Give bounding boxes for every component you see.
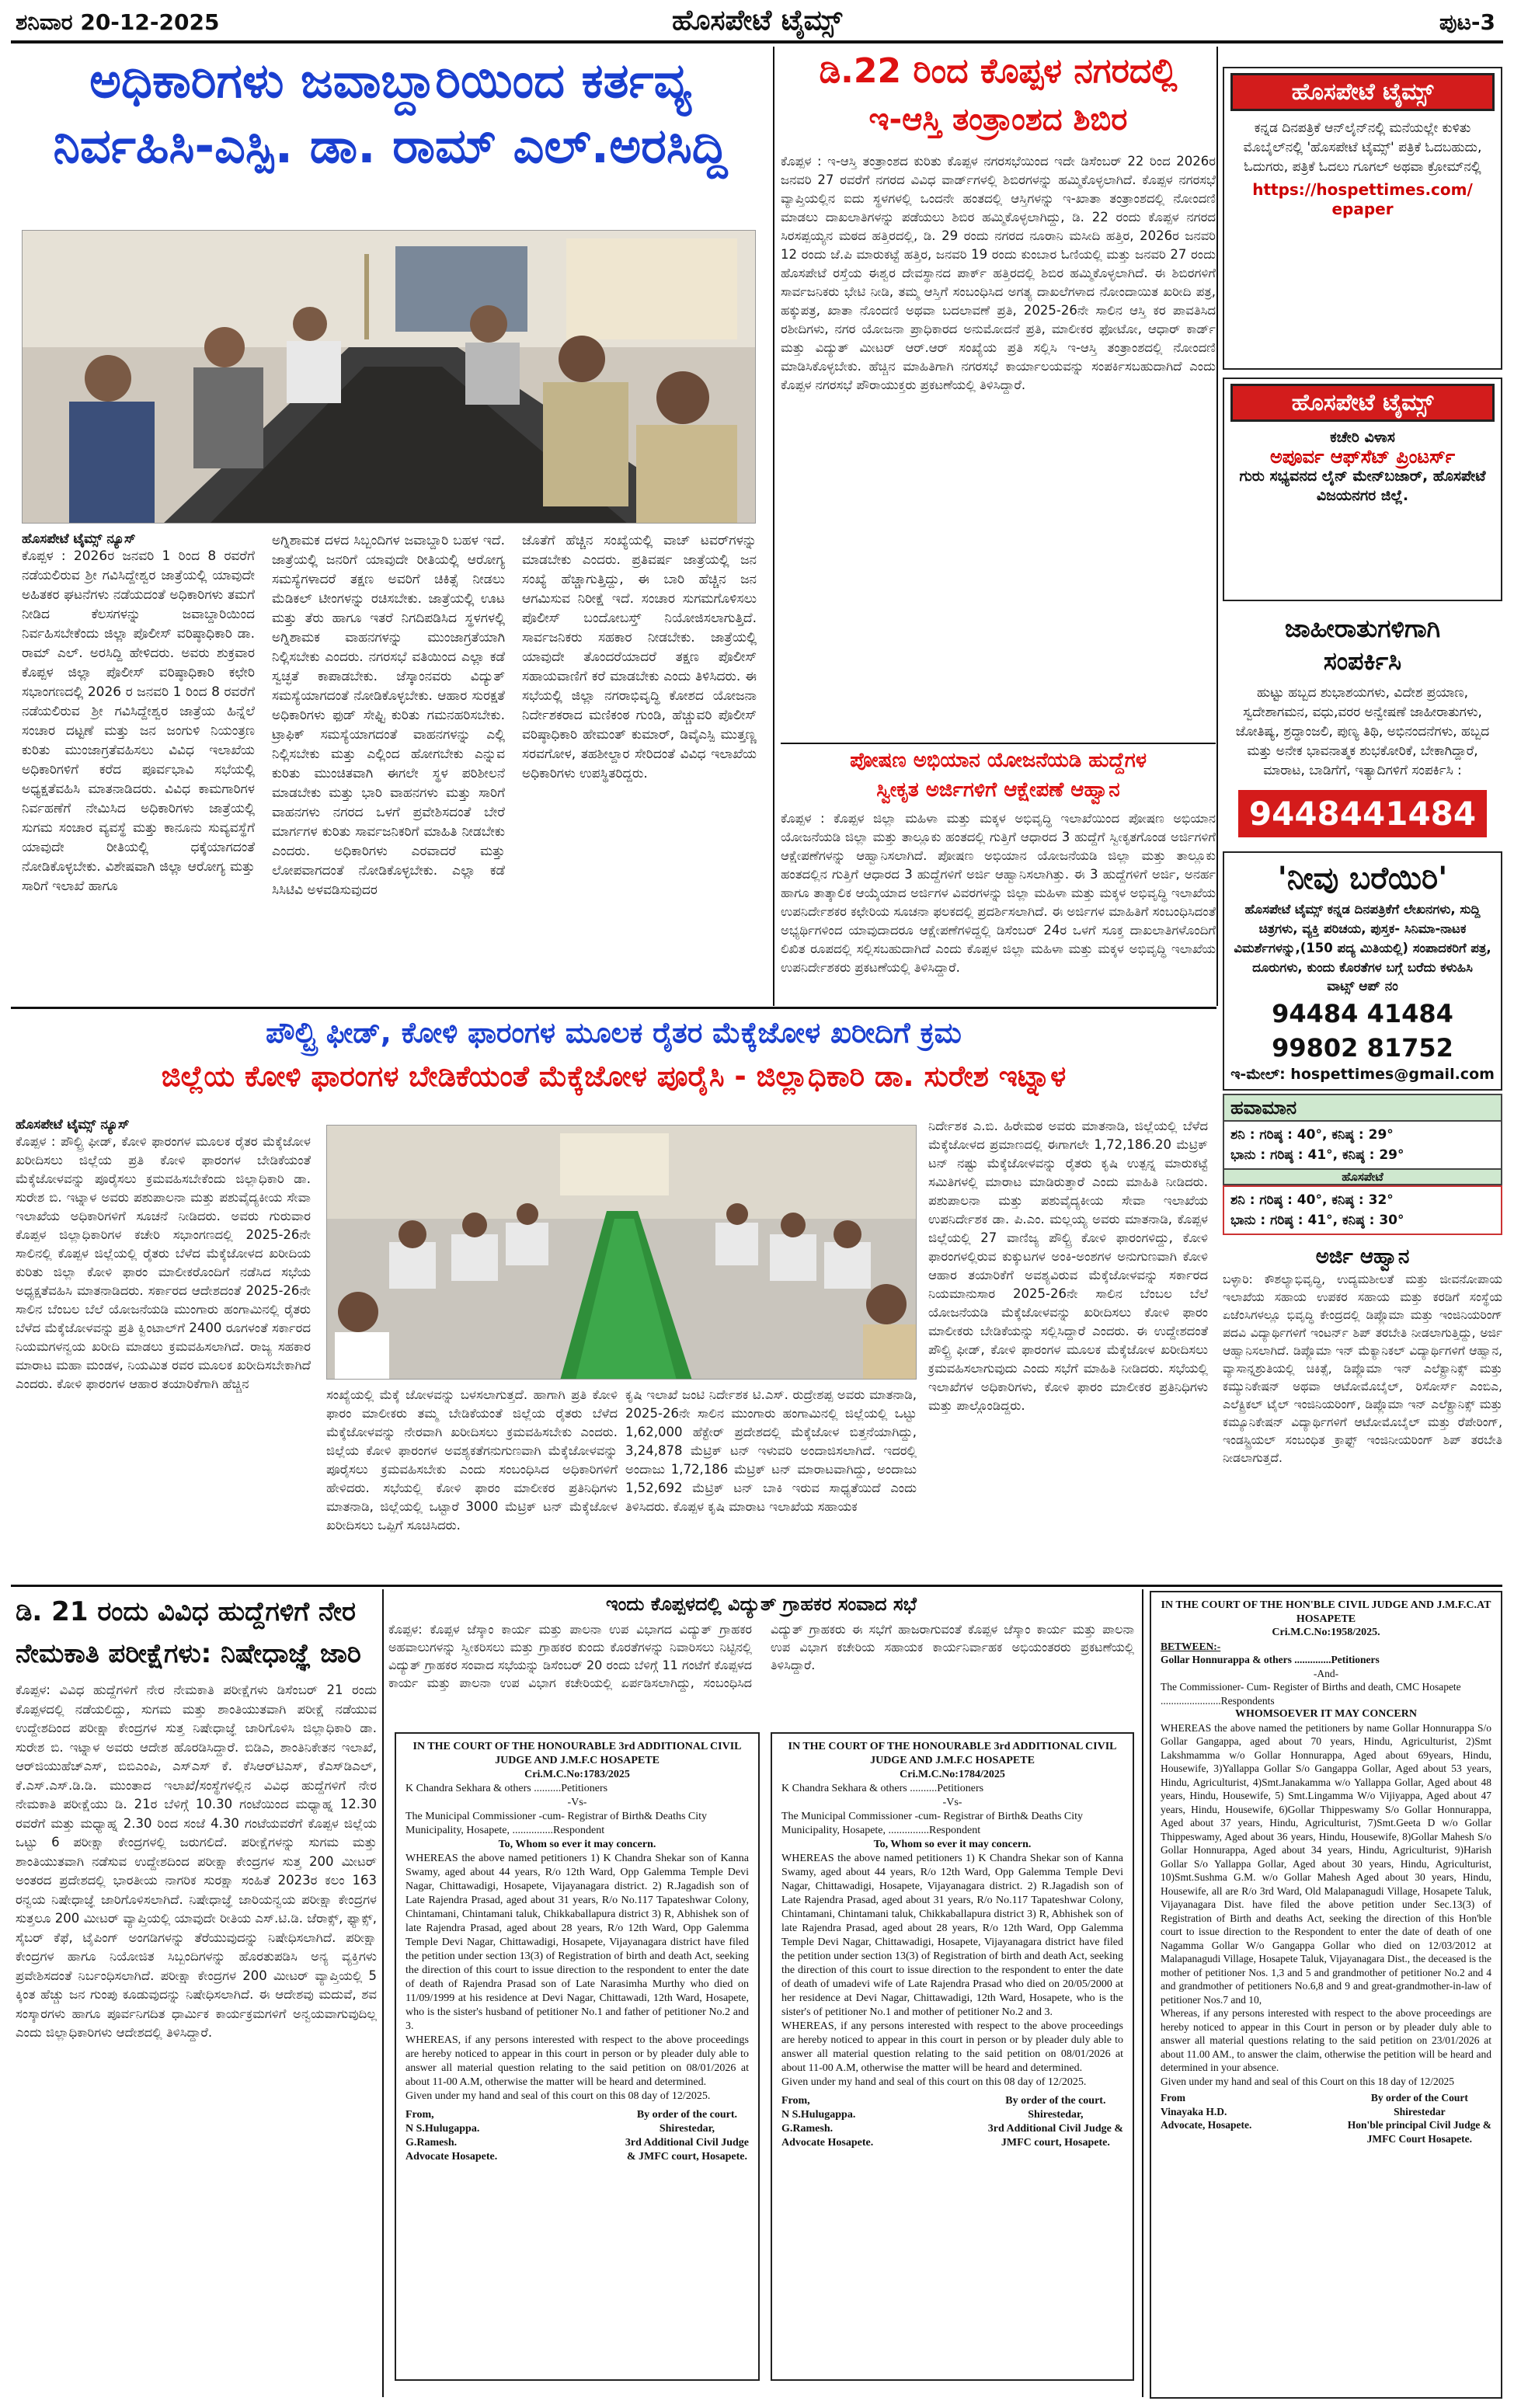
story3-headline-1: ಪೋಷಣ ಅಭಿಯಾನ ಯೋಜನೆಯಡಿ ಹುದ್ದೆಗಳ <box>850 749 1147 772</box>
page-number: ಪುಟ-3 <box>1439 9 1495 35</box>
court3-order-4: JMFC Court Hosapete. <box>1366 2132 1473 2145</box>
story4-col4: ನಿರ್ದೇಶಕ ಎ.ಬಿ. ಹಿರೇಮಠ ಅವರು ಮಾತನಾಡಿ, ಜಿಲ್ಲೆಯಲ್ಲಿ ಬೆಳೆದ ಮೆಕ್ಕೆಜೋಳದ ಪ್ರಮಾಣದಲ್ಲಿ ಈಗಾಗಲೇ 1,72,186.20 ಮೆಟ್ರಿಕ್ ಟನ್ ನಷ್ಟು ಮೆಕ್ಕೆಜೋಳವನ್ನು ರೈತರು ಕೃಷಿ ಉತ್ಪನ್ನ ಮಾರುಕಟ್ಟೆ ಸಮಿತಿಗಳಲ್ಲಿ ಮಾರಾಟ ಮಾಡಿರುತ್ತಾರೆ ಎಂದು ಮಾಹಿತಿ ನೀಡಿದರು. ಪಶುಪಾಲನಾ ಮತ್ತು ಪಶುವೈದ್ಯಕೀಯ ಸೇವಾ ಇಲಾಖೆಯ ಉಪನಿರ್ದೇಶಕ ಡಾ. ಪಿ.ಎಂ. ಮಲ್ಲಯ್ಯ ಅವರು ಮಾತನಾಡಿ, ಕೊಪ್ಪಳ ಜಿಲ್ಲೆಯಲ್ಲಿ 27 ವಾಣಿಜ್ಯ ಪೌಲ್ಟ್ರಿ ಕೋಳಿ ಫಾರಂಗಳಿದ್ದು, ಕೋಳಿ ಫಾರಂಗಳಲ್ಲಿರುವ ಕುಕ್ಕುಟಗಳ ಅಂಕಿ-ಅಂಶಗಳ ಅನುಗುಣವಾಗಿ ಕೋಳಿ ಆಹಾರ ತಯಾರಿಕೆಗೆ ಅವಶ್ಯವಿರುವ ಮೆಕ್ಕೆಜೋಳವನ್ನು ಸರ್ಕಾರದ ನಿಯಮಾನುಸಾರ 2025-26ನೇ ಸಾಲಿನ ಬೆಂಬಲ ಬೆಲೆ ಯೋಜನೆಯಡಿ ಮೆಕ್ಕೆಜೋಳವನ್ನು ಖರೀದಿಸಲು ಕೋಳಿ ಫಾರಂ ಮಾಲೀಕರು ಬೇಡಿಕೆಯನ್ನು ಸಲ್ಲಿಸಿದ್ದಾರೆ ಎಂದರು. ಈ ಉದ್ದೇಶದಂತೆ ಪೌಲ್ಟ್ರಿ ಫೀಡ್, ಕೋಳಿ ಫಾರಂಗಳ ಮೂಲಕ ಮೆಕ್ಕೆಜೋಳ ಖರೀದಿಸಲು ಕ್ರಮವಹಿಸಲಾಗುವುದು ಎಂದು ಸಭೆಗೆ ಮಾಹಿತಿ ನೀಡಿದರು. ಸಭೆಯಲ್ಲಿ ಇಲಾಖೆಗಳ ಅಧಿಕಾರಿಗಳು, ಕೋಳಿ ಫಾರಂ ಮಾಲೀಕರ ಪ್ರತಿನಿಧಿಗಳು ಮತ್ತು ಪಾಲ್ಗೊಂಡಿದ್ದರು. <box>928 1119 1208 1413</box>
epaper-box <box>1223 67 1502 370</box>
ads-box <box>1223 609 1502 840</box>
sidebar <box>1223 67 1502 1574</box>
court1-order-4: & JMFC court, Hosapete. <box>626 2151 748 2163</box>
office-box <box>1223 378 1502 601</box>
court-notice-1958 <box>1150 1591 1502 2399</box>
story3-body: ಕೊಪ್ಪಳ : ಕೊಪ್ಪಳ ಜಿಲ್ಲಾ ಮಹಿಳಾ ಮತ್ತು ಮಕ್ಕಳ ಅಭಿವೃದ್ಧಿ ಇಲಾಖೆಯಿಂದ ಪೋಷಣ ಅಭಿಯಾನ ಯೋಜನೆಯಡಿ ಜಿಲ್ಲಾ ಮತ್ತು ತಾಲ್ಲೂಕು ಹಂತದಲ್ಲಿ ಗುತ್ತಿಗೆ ಆಧಾರದ 3 ಹುದ್ದೆಗೆ ಸ್ವೀಕೃತಗೊಂಡ ಅರ್ಜಿಗಳಿಗೆ ಆಕ್ಷೇಪಣೆಗಳನ್ನು ಆಹ್ವಾನಿಸಲಾಗಿದೆ. ಪೋಷಣ ಅಭಿಯಾನ ಯೋಜನೆಯಡಿ ಜಿಲ್ಲಾ ಮತ್ತು ತಾಲ್ಲೂಕು ಹಂತದಲ್ಲಿನ ಗುತ್ತಿಗೆ ಆಧಾರದ 3 ಹುದ್ದೆಗಳಿಗೆ ಅರ್ಜಿ ಆಹ್ವಾನಿಸಲಾಗಿತ್ತು. ಈ 3 ಹುದ್ದೆಗಳಿಗೆ ಅರ್ಜಿ, ಅನರ್ಹ ಹಾಗೂ ತಾತ್ಕಾಲಿಕ ಆಯ್ಕೆಯಾದ ಅರ್ಜಿಗಳ ವಿವರಗಳನ್ನು ಜಿಲ್ಲಾ ಮಹಿಳಾ ಮತ್ತು ಮಕ್ಕಳ ಅಭಿವೃದ್ಧಿ ಇಲಾಖೆಯ ಉಪನಿರ್ದೇಶಕರ ಕಛೇರಿಯ ಸೂಚನಾ ಫಲಕದಲ್ಲಿ ಪ್ರದರ್ಶಿಸಲಾಗಿದೆ. ಈ ಅರ್ಜಿಗಳ ಮಾಹಿತಿಗೆ ಸಂಬಂಧಿಸಿದಂತೆ ಅಭ್ಯರ್ಥಿಗಳಿಂದ ಯಾವುದಾದರೂ ಆಕ್ಷೇಪಣೆಗಳಿದ್ದಲ್ಲಿ ಡಿಸೆಂಬರ್ 24ರ ಒಳಗೆ ಸೂಕ್ತ ದಾಖಲಾತಿಗಳೊಂದಿಗೆ ಲಿಖಿತ ರೂಪದಲ್ಲಿ ಸಲ್ಲಿಸಬಹುದಾಗಿದೆ ಎಂದು ಕೊಪ್ಪಳ ಜಿಲ್ಲಾ ಮಹಿಳಾ ಮತ್ತು ಮಕ್ಕಳ ಅಭಿವೃದ್ಧಿ ಇಲಾಖೆಯ ಉಪನಿರ್ದೇಶಕರು ಪ್ರಕಟಣೆಯಲ್ಲಿ ತಿಳಿಸಿದ್ದಾರೆ. <box>781 811 1216 975</box>
court1-order-2: Shirestedar, <box>659 2123 715 2135</box>
court2-case: Cri.M.C.No:1784/2025 <box>900 1769 1005 1780</box>
story-e-asset-camp <box>781 47 1216 528</box>
write-box <box>1223 851 1502 1091</box>
court1-advocate-2: G.Ramesh. <box>405 2137 458 2149</box>
story4-col3: ಕೃಷಿ ಇಲಾಖೆ ಜಂಟಿ ನಿರ್ದೇಶಕ ಟಿ.ಎಸ್. ರುದ್ರೇಶಪ್ಪ ಅವರು ಮಾತನಾಡಿ, 2025-26ನೇ ಸಾಲಿನ ಮುಂಗಾರು ಹಂಗಾಮಿನಲ್ಲಿ ಜಿಲ್ಲೆಯಲ್ಲಿ ಒಟ್ಟು 1,62,000 ಹೆಕ್ಟೇರ್ ಪ್ರದೇಶದಲ್ಲಿ ಮೆಕ್ಕೆಜೋಳ ಬಿತ್ತನೆಯಾಗಿದ್ದು, 3,24,878 ಮೆಟ್ರಿಕ್ ಟನ್ ಇಳುವರಿ ಅಂದಾಜಿಸಲಾಗಿದೆ. ಇದರಲ್ಲಿ ಅಂದಾಜು 1,72,186 ಮೆಟ್ರಿಕ್ ಟನ್ ಮಾರಾಟವಾಗಿದ್ದು, ಅಂದಾಜು 1,52,692 ಮೆಟ್ರಿಕ್ ಟನ್ ಬಾಕಿ ಇರುವ ಸಾಧ್ಯತೆಯಿದೆ ಎಂದು ತಿಳಿಸಿದರು. ಕೊಪ್ಪಳ ಕೃಷಿ ಮಾರಾಟ ಇಲಾಖೆಯ ಸಹಾಯಕ <box>625 1387 917 1514</box>
ads-phone[interactable]: 9448441484 <box>1238 790 1487 837</box>
newspaper-title: ಹೊಸಪೇಟೆ ಟೈಮ್ಸ್ <box>671 5 843 37</box>
court1-case: Cri.M.C.No:1783/2025 <box>524 1769 630 1780</box>
sidebar-brand-2: ಹೊಸಪೇಟೆ ಟೈಮ್ಸ್ <box>1230 384 1495 422</box>
story5-body: ಕೊಪ್ಪಳ: ವಿವಿಧ ಹುದ್ದೆಗಳಿಗೆ ನೇರ ನೇಮಕಾತಿ ಪರೀಕ್ಷೆಗಳು ಡಿಸೆಂಬರ್ 21 ರಂದು ಕೊಪ್ಪಳದಲ್ಲಿ ನಡೆಯಲಿದ್ದು, ಸುಗಮ ಮತ್ತು ಶಾಂತಿಯುತವಾಗಿ ಪರೀಕ್ಷೆ ನಡೆಯುವ ಉದ್ದೇಶದಿಂದ ಪರೀಕ್ಷಾ ಕೇಂದ್ರಗಳ ಸುತ್ತ ನಿಷೇಧಾಜ್ಞೆ ಜಾರಿಗೊಳಿಸಿ ಜಿಲ್ಲಾಧಿಕಾರಿ ಡಾ. ಸುರೇಶ ಬಿ. ಇಟ್ನಾಳ ಅವರು ಆದೇಶ ಹೊರಡಿಸಿದ್ದಾರೆ. ಬಿಡಿಎ, ಶಾಂತಿನಿಕೇತನ ಇಲಾಖೆ, ಆರ್‌ಜಿಯುಹೆಚ್‌ಎಸ್, ಬಿಬಿಎಂಪಿ, ಎಸ್‌ಎಸ್ ಕೆ. ಕೆಸಿಆರ್‌ಟಿಎಸ್, ಕೆಎಸ್‌ಡಿಎಲ್, ಕೆ.ಎಸ್.ಎಸ್.ಡಿ.ಡಿ. ಮುಂತಾದ ಇಲಾಖೆ/ಸಂಸ್ಥೆಗಳಲ್ಲಿನ ವಿವಿಧ ಹುದ್ದೆಗಳಿಗೆ ನೇರ ನೇಮಕಾತಿ ಪರೀಕ್ಷೆಯು ಡಿ. 21ರ ಬೆಳಿಗ್ಗೆ 10.30 ಗಂಟೆಯಿಂದ ಮಧ್ಯಾಹ್ನ 12.30 ರವರೆಗೆ ಮತ್ತು ಮಧ್ಯಾಹ್ನ 2.30 ರಿಂದ ಸಂಜೆ 4.30 ಗಂಟೆಯವರೆಗೆ ಕೊಪ್ಪಳ ಜಿಲ್ಲೆಯ ಒಟ್ಟು 6 ಪರೀಕ್ಷಾ ಕೇಂದ್ರಗಳಲ್ಲಿ ಜರುಗಲಿದೆ. ಪರೀಕ್ಷೆಗಳನ್ನು ಸುಗಮ ಮತ್ತು ಶಾಂತಿಯುತವಾಗಿ ನಡೆಸುವ ಉದ್ದೇಶದಿಂದ ಪರೀಕ್ಷಾ ಕೇಂದ್ರಗಳ ಸುತ್ತ 200 ಮೀಟರ್ ಅಂತರದ ಪ್ರದೇಶದಲ್ಲಿ ಭಾರತೀಯ ನಾಗರಿಕ ಸುರಕ್ಷಾ ಸಂಹಿತೆ 2023ರ ಕಲಂ 163 ರನ್ವಯ ನಿಷೇಧಾಜ್ಞೆ ಜಾರಿಗೊಳಿಸಲಾಗಿದೆ. ನಿಷೇಧಾಜ್ಞೆ ಜಾರಿಯನ್ವಯ ಪರೀಕ್ಷಾ ಕೇಂದ್ರಗಳ ಸುತ್ತಲೂ 200 ಮೀಟರ್ ವ್ಯಾಪ್ತಿಯಲ್ಲಿ ಯಾವುದೇ ರೀತಿಯ ಎಸ್.ಟಿ.ಡಿ. ಜೆರಾಕ್ಸ್, ಫ್ಯಾಕ್ಸ್, ಸೈಬರ್ ಕೆಫೆ, ಟೈಪಿಂಗ್ ಅಂಗಡಿಗಳನ್ನು ತೆರೆಯುವುದನ್ನು ನಿಷೇಧಿಸಲಾಗಿದೆ. ಪರೀಕ್ಷಾ ಕೇಂದ್ರಗಳ ಹಾಗೂ ನಿಯೋಜಿತ ಸಿಬ್ಬಂದಿಗಳನ್ನು ಹೊರತುಪಡಿಸಿ ಅನ್ಯ ವ್ಯಕ್ತಿಗಳು ಪ್ರವೇಶಿಸದಂತೆ ನಿರ್ಬಂಧಿಸಲಾಗಿದೆ. ಪರೀಕ್ಷಾ ಕೇಂದ್ರಗಳ 200 ಮೀಟರ್ ವ್ಯಾಪ್ತಿಯಲ್ಲಿ 5 ಕ್ಕಿಂತ ಹೆಚ್ಚು ಜನ ಗುಂಪು ಕೂಡುವುದನ್ನು ನಿಷೇಧಿಸಲಾಗಿದೆ. ಈ ಆದೇಶವು ಮದುವೆ, ಶವ ಸಂಸ್ಕಾರಗಳು ಹಾಗೂ ಪೂರ್ವನಿಗದಿತ ಧಾರ್ಮಿಕ ಕಾರ್ಯಕ್ರಮಗಳಿಗೆ ಅನ್ವಯವಾಗುವುದಿಲ್ಲ ಎಂದು ಜಿಲ್ಲಾಧಿಕಾರಿಗಳು ಆದೇಶದಲ್ಲಿ ತಿಳಿಸಿದ್ದಾರೆ. <box>16 1682 377 2040</box>
weather-day-2: ಭಾನು <box>1230 1147 1256 1163</box>
story1-headline-1: ಅಧಿಕಾರಿಗಳು ಜವಾಬ್ದಾರಿಯಿಂದ ಕರ್ತವ್ಯ <box>89 52 691 109</box>
court2-body-2: WHEREAS, if any persons interested with respect to the above proceedings are hereby noticed to appear in this court in person or by pleader duly able to answer all material question relating to the said petition on 08/01/2026 at about 11-00 A.M, otherwise the matter will be heard and determined. <box>781 2020 1123 2074</box>
court2-advocate-3: Advocate Hosapete. <box>781 2137 874 2149</box>
masthead-rule <box>11 40 1503 43</box>
court3-respondent: The Commissioner- Cum- Register of Births and death, CMC Hosapete .......................Respondents <box>1161 1681 1461 1707</box>
weather-day-3: ಶನಿ <box>1230 1192 1245 1208</box>
court3-from: From <box>1161 2092 1185 2104</box>
court2-order-4: JMFC court, Hosapete. <box>1001 2137 1110 2149</box>
story1-col1: ಕೊಪ್ಪಳ : 2026ರ ಜನವರಿ 1 ರಿಂದ 8 ರವರೆಗೆ ನಡೆಯಲಿರುವ ಶ್ರೀ ಗವಿಸಿದ್ದೇಶ್ವರ ಜಾತ್ರೆಯಲ್ಲಿ ಯಾವುದೇ ಅಹಿತಕರ ಘಟನೆಗಳು ನಡೆಯದಂತೆ ಅಧಿಕಾರಿಗಳು ತಮಗೆ ನೀಡಿದ ಕೆಲಸಗಳನ್ನು ಜವಾಬ್ದಾರಿಯಿಂದ ನಿರ್ವಹಿಸಬೇಕೆಂದು ಜಿಲ್ಲಾ ಪೊಲೀಸ್ ವರಿಷ್ಠಾಧಿಕಾರಿ ಡಾ. ರಾಮ್ ಎಲ್. ಅರಸಿದ್ದಿ ಹೇಳಿದರು. ಅವರು ಶುಕ್ರವಾರ ಕೊಪ್ಪಳ ಜಿಲ್ಲಾ ಪೊಲೀಸ್ ವರಿಷ್ಠಾಧಿಕಾರಿ ಕಛೇರಿ ಸಭಾಂಗಣದಲ್ಲಿ 2026 ರ ಜನವರಿ 1 ರಿಂದ 8 ರವರೆಗೆ ನಡೆಯಲಿರುವ ಶ್ರೀ ಗವಿಸಿದ್ದೇಶ್ವರ ಜಾತ್ರೆಯ ಹಿನ್ನೆಲೆ ಸಂಚಾರ ದಟ್ಟಣೆ ಮತ್ತು ಜನ ಜಂಗುಳಿ ನಿಯಂತ್ರಣ ಕುರಿತು ಮುಂಜಾಗ್ರತೆವಹಿಸಲು ವಿವಿಧ ಇಲಾಖೆಯ ಅಧಿಕಾರಿಗಳಿಗೆ ಕರೆದ ಪೂರ್ವಭಾವಿ ಸಭೆಯಲ್ಲಿ ಅಧ್ಯಕ್ಷತೆವಹಿಸಿ ಮಾತನಾಡಿದರು. ವಿವಿಧ ಕಾಮಗಾರಿಗಳ ನಿರ್ವಹಣೆಗೆ ನೇಮಿಸಿದ ಅಧಿಕಾರಿಗಳು ಜಾತ್ರೆಯಲ್ಲಿ ಸುಗಮ ಸಂಚಾರ ವ್ಯವಸ್ಥೆ ಮತ್ತು ಕಾನೂನು ಸುವ್ಯವಸ್ಥೆಗೆ ಯಾವುದೇ ರೀತಿಯಲ್ಲಿ ಧಕ್ಕೆಯಾಗದಂತೆ ನೋಡಿಕೊಳ್ಳಬೇಕು. ವಿಶೇಷವಾಗಿ ಜಿಲ್ಲಾ ಆರೋಗ್ಯ ಮತ್ತು ಸಾರಿಗೆ ಇಲಾಖೆ ಹಾಗೂ <box>22 548 255 894</box>
story4-byline: ಹೊಸಪೇಟೆ ಟೈಮ್ಸ್ ನ್ಯೂಸ್ <box>16 1117 130 1133</box>
story6-headline: ಇಂದು ಕೊಪ್ಪಳದಲ್ಲಿ ವಿದ್ಯುತ್ ಗ್ರಾಹಕರ ಸಂವಾದ ಸಭೆ <box>605 1593 917 1615</box>
weather-day-4: ಭಾನು <box>1230 1213 1256 1228</box>
epaper-url[interactable]: https://hospettimes.com/ <box>1252 180 1473 199</box>
write-text: ಹೊಸಪೇಟೆ ಟೈಮ್ಸ್ ಕನ್ನಡ ದಿನಪತ್ರಿಕೆಗೆ ಲೇಖನಗಳು, ಸುದ್ದಿ ಚಿತ್ರಗಳು, ವ್ಯಕ್ತಿ ಪರಿಚಯ, ಪುಸ್ತಕ- ಸಿನಿಮಾ-ನಾಟಕ ವಿಮರ್ಶೆಗಳನ್ನು,(150 ಪದ್ಯ ಮಿತಿಯಲ್ಲಿ) ಸಂಪಾದಕರಿಗೆ ಪತ್ರ, ದೂರುಗಳು, ಕುಂದು ಕೊರತೆಗಳ ಬಗ್ಗೆ ಬರೆದು ಕಳುಹಿಸಿ <box>1234 902 1491 975</box>
appeal-title: ಅರ್ಜಿ ಆಹ್ವಾನ <box>1315 1245 1410 1268</box>
court-notice-1784 <box>771 1732 1134 2381</box>
court3-between: BETWEEN:- <box>1161 1640 1221 1652</box>
ads-title: ಜಾಹೀರಾತುಗಳಿಗಾಗಿ <box>1284 614 1441 643</box>
court2-body-3: Given under my hand and seal of this court on this 08 day of 12/2025. <box>781 2076 1087 2088</box>
section-rule <box>11 1007 1216 1009</box>
whatsapp-phone-2[interactable]: 99802 81752 <box>1272 1033 1453 1063</box>
court3-order-1: By order of the Court <box>1370 2092 1468 2104</box>
meeting-photo-2-illustration <box>327 1126 917 1380</box>
court1-notice: To, Whom so ever it may concern. <box>498 1839 656 1850</box>
court2-petitioner: K Chandra Sekhara & others ..........Petitioners <box>781 1783 984 1794</box>
sidebar-divider <box>1216 47 1218 1006</box>
story1-byline: ಹೊಸಪೇಟೆ ಟೈಮ್ಸ್ ನ್ಯೂಸ್ <box>22 531 136 547</box>
meeting-photo-2 <box>326 1125 917 1380</box>
weather-row-2: : ಗರಿಷ್ಠ : 41°, ಕನಿಷ್ಠ : 29° <box>1260 1147 1404 1163</box>
story5-headline-2: ನೇಮಕಾತಿ ಪರೀಕ್ಷೆಗಳು: ನಿಷೇಧಾಜ್ಞೆ ಜಾರಿ <box>16 1638 361 1669</box>
court2-notice: To, Whom so ever it may concern. <box>873 1839 1032 1850</box>
court3-order-3: Hon'ble principal Civil Judge & <box>1347 2119 1491 2131</box>
court1-from: From, <box>405 2109 434 2121</box>
story4-headline-2: ಜಿಲ್ಲೆಯ ಕೋಳಿ ಫಾರಂಗಳ ಬೇಡಿಕೆಯಂತೆ ಮೆಕ್ಕೆಜೋಳ ಪೂರೈಸಿ - ಜಿಲ್ಲಾಧಿಕಾರಿ ಡಾ. ಸುರೇಶ ಇಟ್ನಾಳ <box>161 1060 1067 1093</box>
weather-title: ಹವಾಮಾನ <box>1223 1094 1502 1122</box>
court1-advocate-3: Advocate Hosapete. <box>405 2151 498 2163</box>
court3-notice: WHOMSOEVER IT MAY CONCERN <box>1234 1708 1417 1720</box>
story-sp-meeting <box>16 47 765 977</box>
weather-row-3: : ಗರಿಷ್ಠ : 40°, ಕನಿಷ್ಠ : 32° <box>1249 1192 1394 1208</box>
printer-name: ಅಪೂರ್ವ ಆಫ್‌ಸೆಟ್ ಪ್ರಿಂಟರ್ಸ್ <box>1269 446 1456 468</box>
court2-order-2: Shirestedar, <box>1028 2109 1084 2121</box>
story1-col2: ಅಗ್ನಿಶಾಮಕ ದಳದ ಸಿಬ್ಬಂದಿಗಳ ಜವಾಬ್ದಾರಿ ಬಹಳ ಇದೆ. ಜಾತ್ರೆಯಲ್ಲಿ ಜನರಿಗೆ ಯಾವುದೇ ರೀತಿಯಲ್ಲಿ ಆರೋಗ್ಯ ಸಮಸ್ಯೆಗಳಾದರೆ ತಕ್ಷಣ ಅವರಿಗೆ ಚಿಕಿತ್ಸೆ ನೀಡಲು ಮೆಡಿಕಲ್ ಟೀಂಗಳನ್ನು ರಚಿಸಬೇಕು. ಜಾತ್ರೆಯಲ್ಲಿ ಊಟ ಮತ್ತು ತೆರು ಹಾಗೂ ಇತರೆ ನಿಗದಿಪಡಿಸಿದ ಸ್ಥಳಗಳಲ್ಲಿ ಅಗ್ನಿಶಾಮಕ ವಾಹನಗಳನ್ನು ಮುಂಜಾಗ್ರತೆಯಾಗಿ ನಿಲ್ಲಿಸಬೇಕು ಎಂದರು. ನಗರಸಭೆ ವತಿಯಿಂದ ಎಲ್ಲಾ ಕಡೆ ಸ್ವಚ್ಛತೆ ಕಾಪಾಡಬೇಕು. ಜೆಸ್ಕಾಂನವರು ವಿದ್ಯುತ್ ಸಮಸ್ಯೆಯಾಗದಂತೆ ನೋಡಿಕೊಳ್ಳಬೇಕು. ಆಹಾರ ಸುರಕ್ಷತೆ ಅಧಿಕಾರಿಗಳು ಫುಡ್ ಸೇಫ್ಟಿ ಕುರಿತು ಗಮನಹರಿಸಬೇಕು. ಟ್ರಾಫಿಕ್ ಸಮಸ್ಯೆಯಾಗದಂತೆ ವಾಹನಗಳನ್ನು ಎಲ್ಲಿ ನಿಲ್ಲಿಸಬೇಕು ಮತ್ತು ಎಲ್ಲಿಂದ ಹೋಗಬೇಕು ಎನ್ನುವ ಕುರಿತು ಮುಂಚಿತವಾಗಿ ಈಗಲೇ ಸ್ಥಳ ಪರಿಶೀಲನೆ ಮಾಡಬೇಕು ಮತ್ತು ಭಾರಿ ವಾಹನಗಳು ಮತ್ತು ಸಾರಿಗೆ ವಾಹನಗಳು ನಗರದ ಒಳಗೆ ಪ್ರವೇಶಿಸದಂತೆ ಬೇರೆ ಮಾರ್ಗಗಳ ಕುರಿತು ಸಾರ್ವಜನಿಕರಿಗೆ ಮಾಹಿತಿ ನೀಡಬೇಕು ಎಂದರು. ಅಧಿಕಾರಿಗಳು ಎರವಾದರೆ ಮತ್ತು ಲೋಪವಾಗದಂತೆ ನೋಡಿಕೊಳ್ಳಬೇಕು. ಎಲ್ಲಾ ಕಡೆ ಸಿಸಿಟಿವಿ ಅಳವಡಿಸುವುದರ <box>272 533 505 898</box>
court-notice-1783 <box>395 1732 760 2381</box>
court3-case: Cri.M.C.No:1958/2025. <box>1272 1627 1380 1638</box>
story-poshan-abhiyan <box>781 746 1216 994</box>
court3-body-3: Given under my hand and seal of this Court on this 18 day of 12/2025 <box>1161 2075 1454 2087</box>
weather-day-1: ಶನಿ <box>1230 1127 1245 1143</box>
court2-advocate-1: N S.Hulugappa. <box>781 2109 856 2121</box>
weather-row-4: : ಗರಿಷ್ಠ : 41°, ಕನಿಷ್ಠ : 30° <box>1260 1213 1404 1228</box>
court3-petitioner: Gollar Honnurappa & others ..............Petitioners <box>1161 1654 1380 1665</box>
bottom-divider-1 <box>382 1589 384 2397</box>
court1-order-3: 3rd Additional Civil Judge <box>625 2137 749 2149</box>
court1-body-3: Given under my hand and seal of this court on this 08 day of 12/2025. <box>405 2090 711 2102</box>
office-address: ಗುರು ಸಭ್ಯವನದ ಲೈನ್ ಮೇನ್‌ಬಜಾರ್, ಹೊಸಪೇಟೆ ವಿಜಯನಗರ ಜಿಲ್ಲೆ. <box>1239 468 1486 504</box>
sidebar-email[interactable]: ಇ-ಮೇಲ್: hospettimes@gmail.com <box>1230 1066 1495 1083</box>
epaper-word[interactable]: epaper <box>1331 200 1394 218</box>
ads-subtitle: ಸಂಪರ್ಕಿಸಿ <box>1323 646 1402 676</box>
story-divider <box>781 743 1216 744</box>
court2-title: IN THE COURT OF THE HONOURABLE 3rd ADDITIONAL CIVIL JUDGE AND J.M.F.C HOSAPETE <box>788 1741 1117 1766</box>
court1-petitioner: K Chandra Sekhara & others ..........Petitioners <box>405 1783 608 1794</box>
court1-advocate-1: N S.Hulugappa. <box>405 2123 480 2135</box>
court3-advocate-1: Vinayaka H.D. <box>1161 2105 1227 2117</box>
whatsapp-label: ವಾಟ್ಸ್ ಆಪ್ ನಂ <box>1327 979 1398 994</box>
court2-respondent: The Municipal Commissioner -cum- Registrar of Birth& Deaths City Municipality, Hosapete, ...............Respondent <box>781 1811 1084 1836</box>
office-label: ಕಚೇರಿ ವಿಳಾಸ <box>1330 429 1395 446</box>
court2-from: From, <box>781 2095 810 2107</box>
court3-advocate-2: Advocate, Hosapete. <box>1161 2119 1252 2131</box>
court2-vs: -Vs- <box>942 1797 962 1808</box>
court2-advocate-2: G.Ramesh. <box>781 2123 834 2135</box>
story2-headline-2: ಇ-ಆಸ್ತಿ ತಂತ್ರಾಂಶದ ಶಿಬಿರ <box>868 102 1128 137</box>
issue-date: ಶನಿವಾರ 20-12-2025 <box>16 9 220 35</box>
whatsapp-phone-1[interactable]: 94484 41484 <box>1272 999 1453 1028</box>
story1-headline-2: ನಿರ್ವಹಿಸಿ-ಎಸ್ಪಿ. ಡಾ. ರಾಮ್ ಎಲ್.ಅರಸಿದ್ದಿ <box>53 117 728 174</box>
court1-vs: -Vs- <box>567 1797 587 1808</box>
story1-col3: ಜೊತೆಗೆ ಹೆಚ್ಚಿನ ಸಂಖ್ಯೆಯಲ್ಲಿ ವಾಚ್ ಟವರ್‌ಗಳನ್ನು ಮಾಡಬೇಕು ಎಂದರು. ಪ್ರತಿವರ್ಷ ಜಾತ್ರೆಯಲ್ಲಿ ಜನ ಸಂಖ್ಯೆ ಹೆಚ್ಚಾಗುತ್ತಿದ್ದು, ಈ ಬಾರಿ ಹೆಚ್ಚಿನ ಜನ ಆಗಮಿಸುವ ನಿರೀಕ್ಷೆ ಇದೆ. ಸಂಚಾರ ಸುಗಮಗೊಳಿಸಲು ಪೊಲೀಸ್ ಬಂದೋಬಸ್ತ್ ನಿಯೋಜಿಸಲಾಗುತ್ತಿದೆ. ಸಾರ್ವಜನಿಕರು ಸಹಕಾರ ನೀಡಬೇಕು. ಜಾತ್ರೆಯಲ್ಲಿ ಯಾವುದೇ ತೊಂದರೆಯಾದರೆ ತಕ್ಷಣ ಪೊಲೀಸ್ ಸಹಾಯವಾಣಿಗೆ ಕರೆ ಮಾಡಬೇಕು ಎಂದು ತಿಳಿಸಿದರು. ಈ ಸಭೆಯಲ್ಲಿ ಜಿಲ್ಲಾ ನಗರಾಭಿವೃದ್ಧಿ ಕೋಶದ ಯೋಜನಾ ನಿರ್ದೇಶಕರಾದ ಮಣಿಕಂಠ ಗುಂಡಿ, ಹೆಚ್ಚುವರಿ ಪೊಲೀಸ್ ವರಿಷ್ಠಾಧಿಕಾರಿ ಹೇಮಂತ್ ಕುಮಾರ್, ಡಿವೈಎಸ್ಪಿ ಮುತ್ತಣ್ಣ ಸರವಗೋಳ, ತಹಶೀಲ್ದಾರ ಸೇರಿದಂತೆ ವಿವಿಧ ಇಲಾಖೆಯ ಅಧಿಕಾರಿಗಳು ಉಪಸ್ಥಿತರಿದ್ದರು. <box>522 533 757 781</box>
meeting-photo-illustration <box>23 231 756 524</box>
story-exam-prohibitory-order <box>16 1591 377 2399</box>
court1-respondent: The Municipal Commissioner -cum- Registrar of Birth& Deaths City Municipality, Hosapete, ...............Respondent <box>405 1811 708 1836</box>
epaper-text: ಕನ್ನಡ ದಿನಪತ್ರಿಕೆ ಆನ್‌ಲೈನ್‌ನಲ್ಲಿ ಮನೆಯಲ್ಲೇ ಕುಳಿತು ಮೊಬೈಲ್‌ನಲ್ಲಿ 'ಹೊಸಪೇಟೆ ಟೈಮ್ಸ್' ಪತ್ರಿಕೆ ಓದಬಹುದು, ಓದುಗರು, ಪತ್ರಿಕೆ ಓದಲು ಗೂಗಲ್ ಅಥವಾ ಕ್ರೋಮ್‌ನಲ್ಲಿ <box>1243 120 1482 175</box>
story5-headline-1: ಡಿ. 21 ರಂದು ವಿವಿಧ ಹುದ್ದೆಗಳಿಗೆ ನೇರ <box>16 1596 356 1627</box>
court3-order-2: Shirestedar <box>1394 2105 1446 2117</box>
story3-headline-2: ಸ್ವೀಕೃತ ಅರ್ಜಿಗಳಿಗೆ ಆಕ್ಷೇಪಣೆ ಆಹ್ವಾನ <box>876 778 1120 802</box>
story4-headline-1: ಪೌಲ್ಟ್ರಿ ಫೀಡ್, ಕೋಳಿ ಫಾರಂಗಳ ಮೂಲಕ ರೈತರ ಮೆಕ್ಕೆಜೋಳ ಖರೀದಿಗೆ ಕ್ರಮ <box>266 1016 962 1049</box>
appeal-text: ಬಳ್ಳಾರಿ: ಕೌಶಲ್ಯಾಭಿವೃದ್ಧಿ, ಉದ್ಯಮಶೀಲತೆ ಮತ್ತು ಜೀವನೋಪಾಯ ಇಲಾಖೆಯ ಸಹಾಯ ಉಪಕರ ಸಹಾಯ ಮತ್ತು ಕರಡಿಗೆ ಸಂಸ್ಥೆಯ ಏಜೆಂಸಿಗಳಲ್ಲೂ ಭಿವೃದ್ಧಿ ಕೇಂದ್ರದಲ್ಲಿ ಡಿಪ್ಲೊಮಾ ಮತ್ತು ಇಂಜಿನಿಯರಿಂಗ್ ಪದವಿ ವಿದ್ಯಾರ್ಥಿಗಳಿಗೆ ಇಂಟರ್ನ್ ಶಿಪ್ ತರಬೇತಿ ನೀಡಲಾಗುತ್ತಿದ್ದು, ಅರ್ಜಿ ಆಹ್ವಾನಿಸಲಾಗಿದೆ. ಡಿಪ್ಲೊಮಾ ಇನ್ ಮೆಕ್ಯಾನಿಕಲ್ ವಿದ್ಯಾರ್ಥಿಗಳಿಗೆ ಆಹ್ವಾನ, ವ್ಯಾಸಾನ್ನಶ್ರುತಿಯಲ್ಲಿ ಚಿಕಿತ್ಸೆ, ಡಿಪ್ಲೊಮಾ ಇನ್ ಎಲೆಕ್ಟ್ರಾನಿಕ್ಸ್ ಮತ್ತು ಕಮ್ಯುನಿಕೇಷನ್ ಅಥವಾ ಆಟೋಮೊಬೈಲ್, ರಿಸೋರ್ಸ್ ಎಂಬಿಎ, ಎಲೆಕ್ಟ್ರಿಕಲ್ ಟೈಲ್ ಇಂಜಿನಿಯರಿಂಗ್, ಡಿಪ್ಲೊಮಾ ಇನ್ ಎಲೆಕ್ಟ್ರಾನಿಕ್ಸ್ ಮತ್ತು ಕಮ್ಯೂನಿಕೇಷನ್ ವಿದ್ಯಾರ್ಥಿಗಳಿಗೆ ಆಟೋಮೊಬೈಲ್ ಮತ್ತು ರೆಪೇರಿಂಗ್, ಇಂಡಸ್ಟ್ರಿಯಲ್ ಸಂಬಂಧಿತ ಕ್ರಾಫ್ಟ್ ಇಂಜಿನೀಯರಿಂಗ್ ಶಿಪ್‌ ತರಬೇತಿ ನೀಡಲಾಗುತ್ತದೆ. <box>1223 1272 1502 1465</box>
court3-title: IN THE COURT OF THE HON'BLE CIVIL JUDGE AND J.M.F.C.AT HOSAPETE <box>1161 1599 1491 1625</box>
column-divider <box>773 47 774 1006</box>
story2-headline-1: ಡಿ.22 ರಿಂದ ಕೊಪ್ಪಳ ನಗರದಲ್ಲಿ <box>819 51 1178 91</box>
write-title: 'ನೀವು ಬರೆಯಿರಿ' <box>1277 861 1448 896</box>
court2-body-1: WHEREAS the above named petitioners 1) K Chandra Shekar son of Kanna Swamy, aged about 44 years, R/o 12th Ward, Opp Galemma Temple Devi Nagar, Chittawadigi, Hosapete, Vijayanagara district. 2) R.Jagadish son of Late Rajendra Prasad, aged about 31 years, R/o No.117 Tapateshwar Colony, Chintamani, Chintamani taluk, Chikkaballapura district 3) R, Abhishek son of late Rajendra Prasad, aged about 28 years, R/o 12th Ward, Opp Galemma Temple Devi Nagar, Chittawadigi, Hosapete, Vijayanagara district have filed the petition under section 13(3) of Registration of birth and death Act, seeking the direction of this court to issue direction to the respondent to enter the date of death of umadevi wife of Late Rajendra Prasad who died on 20/05/2000 at her residence at Devi Nagar, Chittawadigi, 12th Ward, Hosapete, who is the sister's of petitioner No.1 and mother of petitioner No.2 and 3. <box>781 1853 1123 2018</box>
story4-col1: ಕೊಪ್ಪಳ : ಪೌಲ್ಟ್ರಿ ಫೀಡ್, ಕೋಳಿ ಫಾರಂಗಳ ಮೂಲಕ ರೈತರ ಮೆಕ್ಕೆಜೋಳ ಖರೀದಿಸಲು ಜಿಲ್ಲೆಯ ಪ್ರತಿ ಕೋಳಿ ಫಾರಂಗಳ ಬೇಡಿಕೆಯಂತೆ ಮೆಕ್ಕೆಜೋಳವನ್ನು ಪೂರೈಸಲು ಕ್ರಮವಹಿಸಬೇಕೆಂದು ಜಿಲ್ಲಾಧಿಕಾರಿ ಡಾ. ಸುರೇಶ ಬಿ. ಇಟ್ನಾಳ ಅವರು ಪಶುಪಾಲನಾ ಮತ್ತು ಪಶುವೈದ್ಯಕೀಯ ಸೇವಾ ಇಲಾಖೆಯ ಅಧಿಕಾರಿಗಳಿಗೆ ಸೂಚನೆ ನೀಡಿದರು. ಅವರು ಗುರುವಾರ ಕೊಪ್ಪಳ ಜಿಲ್ಲಾಧಿಕಾರಿಗಳ ಕಚೇರಿ ಸಭಾಂಗಣದಲ್ಲಿ 2025-26ನೇ ಸಾಲಿನಲ್ಲಿ ಕೊಪ್ಪಳ ಜಿಲ್ಲೆಯಲ್ಲಿ ರೈತರು ಬೆಳೆದ ಮೆಕ್ಕೆಜೋಳದ ಖರೀದಿಯ ಕುರಿತು ಜಿಲ್ಲಾ ಕೋಳಿ ಫಾರಂ ಮಾಲೀಕರೊಂದಿಗೆ ನಡೆಸಿದ ಸಭೆಯ ಅಧ್ಯಕ್ಷತೆವಹಿಸಿ ಮಾತನಾಡಿದರು. ಸರ್ಕಾರದ ಆದೇಶದಂತೆ 2025-26ನೇ ಸಾಲಿನ ಬೆಂಬಲ ಬೆಲೆ ಯೋಜನೆಯಡಿ ಮುಂಗಾರು ಹಂಗಾಮಿನಲ್ಲಿ ರೈತರು ಬೆಳೆದ ಮೆಕ್ಕೆಜೋಳವನ್ನು ಪ್ರತಿ ಕ್ವಿಂಟಾಲ್‌ಗೆ 2400 ರೂಗಳಂತೆ ಸರ್ಕಾರದ ನಿಯಮಗಳನ್ವಯ ಖರೀದಿ ಮಾಡಲು ಕ್ರಮವಹಿಸಲಾಗಿದೆ. ರಾಜ್ಯ ಸಹಕಾರ ಮಾರಾಟ ಮಹಾ ಮಂಡಳ, ನಿಯಮಿತ ರವರ ಮೂಲಕ ಖರೀದಿಸಬೇಕಾಗಿದೆ ಎಂದರು. ಕೋಳಿ ಫಾರಂಗಳ ಆಹಾರ ತಯಾರಿಕೆಗಾಗಿ ಹೆಚ್ಚಿನ <box>16 1134 311 1391</box>
ads-text: ಹುಟ್ಟು ಹಬ್ಬದ ಶುಭಾಶಯಗಳು, ವಿದೇಶ ಪ್ರಯಾಣ, ಸ್ವದೇಶಾಗಮನ, ವಧು,ವರರ ಅನ್ವೇಷಣೆ ಜಾಹೀರಾತುಗಳು, ಜೋತಿಷ್ಯ, ಶ್ರದ್ಧಾಂಜಲಿ, ಪುಣ್ಯ ತಿಥಿ, ಅಭಿನಂದನೆಗಳು, ಹಬ್ಬದ ಮತ್ತು ಅನೇಕ ಭಾವನಾತ್ಮಕ ಶುಭಕೋರಿಕೆ, ಬೇಕಾಗಿದ್ದಾರೆ, ಮಾರಾಟ, ಬಾಡಿಗೆಗೆ, ಇತ್ಯಾದಿಗಳಿಗೆ ಸಂಪರ್ಕಿಸಿ : <box>1235 685 1490 778</box>
court3-body-1: WHEREAS the above named the petitioners by name Gollar Honnurappa S/o Gollar Gangappa, aged about 70 years, Hindu, Agriculturist, 2)Smt Lakshmamma w/o Gollar Honnurappa, Aged about 69years, Hindu, Housewife, 3)Yallappa Gollar S/o Gangappa Gollar, Aged about 53 years, Hindu, Agriculturist, 4)Smt.Janakamma w/o Yallappa Gollar, Aged about 48 years, Hindu, Housewife, 5) Smt.Lingamma W/o Vijiyappa, Aged about 47 years, Hindu, Housewife, 6)Gollar Thippeswamy S/o Gollar Honnurappa, Aged about 37 years, Hindu, Agriculturist, 7)Smt.Geeta D w/o Gollar Thippeswamy, Aged about 36 years, Hindu, Housewife, 8)Gollar Mahesh S/o Gollar Honnurappa, Aged about 34 years, Hindu, Agriculturist, 9)Harish Gollar S/o Yallappa Gollar, Aged about 30 years, Hindu, Agriculturist, 10)Smt.Sushma G.M. w/o Gollar Mahesh Aged about 30 years, Hindu, Housewife, all are R/o 3rd Ward, Old Malapanagudi Village, Hosapete Taluk, Vijayanagara Dist. have filed the above petition under Sec.13(3) of Registration of Birth and deaths Act, seeking the direction of this Hon'ble court to issue direction to the Respondent to enter the date of death of one Nagamma Gollar W/o Gangappa Gollar who died on 12/03/2012 at Malapanagudi Village, Hosapete Taluk, Vijayanagara Dist., the deceased is the mother of petitioner Nos. 1,3 and 5 and grandmother of petitioner No.2 and 4 and grandmother of petitioners No.6,8 and 9 and great-grandmother-in-law of petitioner Nos.7 and 10, <box>1161 1721 1491 2006</box>
court1-body-1: WHEREAS the above named petitioners 1) K Chandra Shekar son of Kanna Swamy, aged about 44 years, R/o 12th Ward, Opp Galemma Temple Devi Nagar, Chittawadigi, Hosapete, Vijayanagara district. 2) R.Jagadish son of Late Rajendra Prasad, aged about 31 years, R/o No.117 Tapateshwar Colony, Chintamani, Chintamani taluk, Chikkaballapura district 3) R, Abhishek son of late Rajendra Prasad, aged about 28 years, R/o 12th Ward, Opp Galemma Temple Devi Nagar, Chittawadigi, Hosapete, Vijayanagara district have filed the petition under section 13(3) of Registration of birth and death Act, seeking the direction of this court to issue direction to the respondent to enter the date of death of Rajendra Prasad son of Late Narasimha Murthy who died on 11/09/1999 at his residence at Devi Nagar, Chittawadi, 12th Ward, Hosapete, who is the sister's husband of petitioner No.1 and father of petitioner No.2 and 3. <box>405 1853 749 2032</box>
court3-body-2: Whereas, if any persons interested with respect to the above proceedings are hereby noticed to appear in this Court in person or by pleader duly able to answer all material questions relating to the said petition on 23/01/2026 at about 11.00 AM., to answer the claim, otherwise the petition will be heard and determined in your absence. <box>1161 2007 1491 2073</box>
court1-title: IN THE COURT OF THE HONOURABLE 3rd ADDITIONAL CIVIL JUDGE AND J.M.F.C HOSAPETE <box>412 1741 742 1766</box>
story6-body: ಕೊಪ್ಪಳ: ಕೊಪ್ಪಳ ಜೆಸ್ಕಾಂ ಕಾರ್ಯ ಮತ್ತು ಪಾಲನಾ ಉಪ ವಿಭಾಗದ ವಿದ್ಯುತ್ ಗ್ರಾಹಕರ ಅಹವಾಲುಗಳನ್ನು ಸ್ವೀಕರಿಸಲು ಮತ್ತು ಗ್ರಾಹಕರ ಕುಂದು ಕೊರತೆಗಳನ್ನು ನಿವಾರಿಸಲು ನಿಟ್ಟಿನಲ್ಲಿ ವಿದ್ಯುತ್ ಗ್ರಾಹಕರ ಸಂವಾದ ಸಭೆಯನ್ನು ಡಿಸೆಂಬರ್ 20 ರಂದು ಬೆಳಿಗ್ಗೆ 11 ಗಂಟೆಗೆ ಕೊಪ್ಪಳದ ಕಾರ್ಯ ಮತ್ತು ಪಾಲನಾ ಉಪ ವಿಭಾಗ ಕಚೇರಿಯಲ್ಲಿ ಏರ್ಪಡಿಸಲಾಗಿದ್ದು, ಸಂಬಂಧಿಸಿದ ವಿದ್ಯುತ್ ಗ್ರಾಹಕರು ಈ ಸಭೆಗೆ ಹಾಜರಾಗುವಂತೆ ಕೊಪ್ಪಳ ಜೆಸ್ಕಾಂ ಕಾರ್ಯ ಮತ್ತು ಪಾಲನಾ ಉಪ ವಿಭಾಗ ಕಚೇರಿಯ ಸಹಾಯಕ ಕಾರ್ಯನಿರ್ವಾಹಕ ಅಭಿಯಂತರರು ಪ್ರಕಟಣೆಯಲ್ಲಿ ತಿಳಿಸಿದ್ದಾರೆ. <box>388 1622 1134 1690</box>
court2-order-3: 3rd Additional Civil Judge & <box>987 2123 1123 2135</box>
story-maize-procurement <box>16 1011 1212 1586</box>
story2-body: ಕೊಪ್ಪಳ : ಇ-ಆಸ್ತಿ ತಂತ್ರಾಂಶದ ಕುರಿತು ಕೊಪ್ಪಳ ನಗರಸಭೆಯಿಂದ ಇದೇ ಡಿಸೆಂಬರ್ 22 ರಿಂದ 2026ರ ಜನವರಿ 27 ರವರೆಗೆ ನಗರದ ವಿವಿಧ ವಾರ್ಡ್‌ಗಳಲ್ಲಿ ಶಿಬಿರಗಳನ್ನು ಹಮ್ಮಿಕೊಳ್ಳಲಾಗಿದೆ. ಕೊಪ್ಪಳ ನಗರಸಭೆ ವ್ಯಾಪ್ತಿಯಲ್ಲಿನ ಐದು ಸ್ಥಳಗಳಲ್ಲಿ ಒಂದನೇ ಹಂತದಲ್ಲಿ ಆಸ್ತಿಗಳನ್ನು ಇ-ಖಾತಾ ತಂತ್ರಾಂಶದಲ್ಲಿ ನೋಂದಣಿ ಮಾಡಲು ದಾಖಲಾತಿಗಳನ್ನು ಪಡೆಯಲು ಶಿಬಿರ ಹಮ್ಮಿಕೊಳ್ಳಲಾಗಿದ್ದು, ಡಿ. 22 ರಂದು ಕೊಪ್ಪಳ ನಗರದ ಸಿರಸಪ್ಪಯ್ಯನ ಮಠದ ಹತ್ತಿರದಲ್ಲಿ, ಡಿ. 29 ರಂದು ನಗರದ ನೂರಾನಿ ಮಸೀದಿ ಹತ್ತಿರ, 2026ರ ಜನವರಿ 12 ರಂದು ಜೆ.ಪಿ ಮಾರುಕಟ್ಟೆ ಹತ್ತಿರ, ಜನವರಿ 19 ರಂದು ಕುಂಬಾರ ಓಣಿಯಲ್ಲಿ ಮತ್ತು ಜನವರಿ 27 ರಂದು ಹೊಸಪೇಟೆ ರಸ್ತೆಯ ಈಶ್ವರ ದೇವಸ್ಥಾನದ ಪಾರ್ಕ್ ಹತ್ತಿರದಲ್ಲಿ ಶಿಬಿರ ಹಮ್ಮಿಕೊಳ್ಳಲಾಗಿದೆ. ಈ ಶಿಬಿರಗಳಿಗೆ ಸಾರ್ವಜನಿಕರು ಭೇಟಿ ನೀಡಿ, ತಮ್ಮ ಆಸ್ತಿಗೆ ಸಂಬಂಧಿಸಿದ ಅಗತ್ಯ ದಾಖಲೆಗಳಾದ ನೋಂದಾಯಿತ ಖರೀದಿ ಪತ್ರ, ಹಕ್ಕುಪತ್ರ, ಖಾತಾ ನೊಂದಣಿ ಅಥವಾ ಬದಲಾವಣೆ ಪ್ರತಿ, 2025-26ನೇ ಸಾಲಿನ ಆಸ್ತಿ ಕರ ಪಾವತಿಸಿದ ರಶೀದಿಗಳು, ನಗರ ಯೋಜನಾ ಪ್ರಾಧಿಕಾರದ ಅನುಮೋದನೆ ಪ್ರತಿ, ಮಾಲೀಕರ ಫೋಟೋ, ಆಧಾರ್ ಕಾರ್ಡ್ ಮತ್ತು ವಿದ್ಯುತ್ ಮೀಟರ್ ಆರ್.ಆರ್ ಸಂಖ್ಯೆಯ ಪ್ರತಿ ಸಲ್ಲಿಸಿ ಇ-ಆಸ್ತಿ ತಂತ್ರಾಂಶದಲ್ಲಿ ನೋಂದಣಿ ಮಾಡಿಸಿಕೊಳ್ಳಬೇಕು. ಹೆಚ್ಚಿನ ಮಾಹಿತಿಗಾಗಿ ನಗರಸಭೆ ಕಾರ್ಯಾಲಯವನ್ನು ಸಂಪರ್ಕಿಸಬಹುದಾಗಿದೆ ಎಂದು ಕೊಪ್ಪಳ ನಗರಸಭೆ ಪೌರಾಯುಕ್ತರು ಪ್ರಕಟಣೆಯಲ್ಲಿ ತಿಳಿಸಿದ್ದಾರೆ. <box>781 154 1216 392</box>
meeting-photo <box>22 230 756 524</box>
weather-row-1: : ಗರಿಷ್ಠ : 40°, ಕನಿಷ್ಠ : 29° <box>1249 1127 1394 1143</box>
bottom-section-rule <box>11 1585 1502 1587</box>
court1-body-2: WHEREAS, if any persons interested with respect to the above proceedings are hereby noticed to appear in this court in person or by pleader duly able to answer all material question relating to the said petition on 08/01/2026 at about 11-00 A.M, otherwise the matter will be heard and determined. <box>405 2034 749 2088</box>
court3-and: -And- <box>1313 1667 1339 1679</box>
court1-order-1: By order of the court. <box>636 2109 738 2121</box>
appeal-box <box>1223 1243 1502 1467</box>
story4-col2: ಸಂಖ್ಯೆಯಲ್ಲಿ ಮೆಕ್ಕೆ ಜೋಳವನ್ನು ಬಳಸಲಾಗುತ್ತದೆ. ಹಾಗಾಗಿ ಪ್ರತಿ ಕೋಳಿ ಫಾರಂ ಮಾಲೀಕರು ತಮ್ಮ ಬೇಡಿಕೆಯಂತೆ ಜಿಲ್ಲೆಯ ರೈತರು ಬೆಳೆದ ಮೆಕ್ಕೆಜೋಳವನ್ನು ನೇರವಾಗಿ ಖರೀದಿಸಲು ಕ್ರಮವಹಿಸಬೇಕು ಎಂದರು. ಜಿಲ್ಲೆಯ ಕೋಳಿ ಫಾರಂಗಳ ಅವಶ್ಯಕತೆಗನುಗುಣವಾಗಿ ಮೆಕ್ಕೆಜೋಳವನ್ನು ಪೂರೈಸಲು ಕ್ರಮವಹಿಸಬೇಕು ಎಂದು ಸಂಬಂಧಿಸಿದ ಅಧಿಕಾರಿಗಳಿಗೆ ಹೇಳಿದರು. ಸಭೆಯಲ್ಲಿ ಕೋಳಿ ಫಾರಂ ಮಾಲೀಕರ ಪ್ರತಿನಿಧಿಗಳು ಮಾತನಾಡಿ, ಜಿಲ್ಲೆಯಲ್ಲಿ ಒಟ್ಟಾರೆ 3000 ಮೆಟ್ರಿಕ್ ಟನ್ ಮೆಕ್ಕೆಜೋಳ ಖರೀದಿಸಲು ಒಪ್ಪಿಗೆ ಸೂಚಿಸಿದರು. <box>326 1387 618 1533</box>
sidebar-brand-1: ಹೊಸಪೇಟೆ ಟೈಮ್ಸ್ <box>1230 73 1495 111</box>
bottom-divider-2 <box>1142 1589 1143 2397</box>
court2-order-1: By order of the court. <box>1005 2095 1106 2107</box>
weather-box <box>1223 1094 1502 1235</box>
weather-city: ಹೊಸಪೇಟೆ <box>1223 1170 1502 1185</box>
story-power-consumer-meeting <box>388 1591 1134 1723</box>
